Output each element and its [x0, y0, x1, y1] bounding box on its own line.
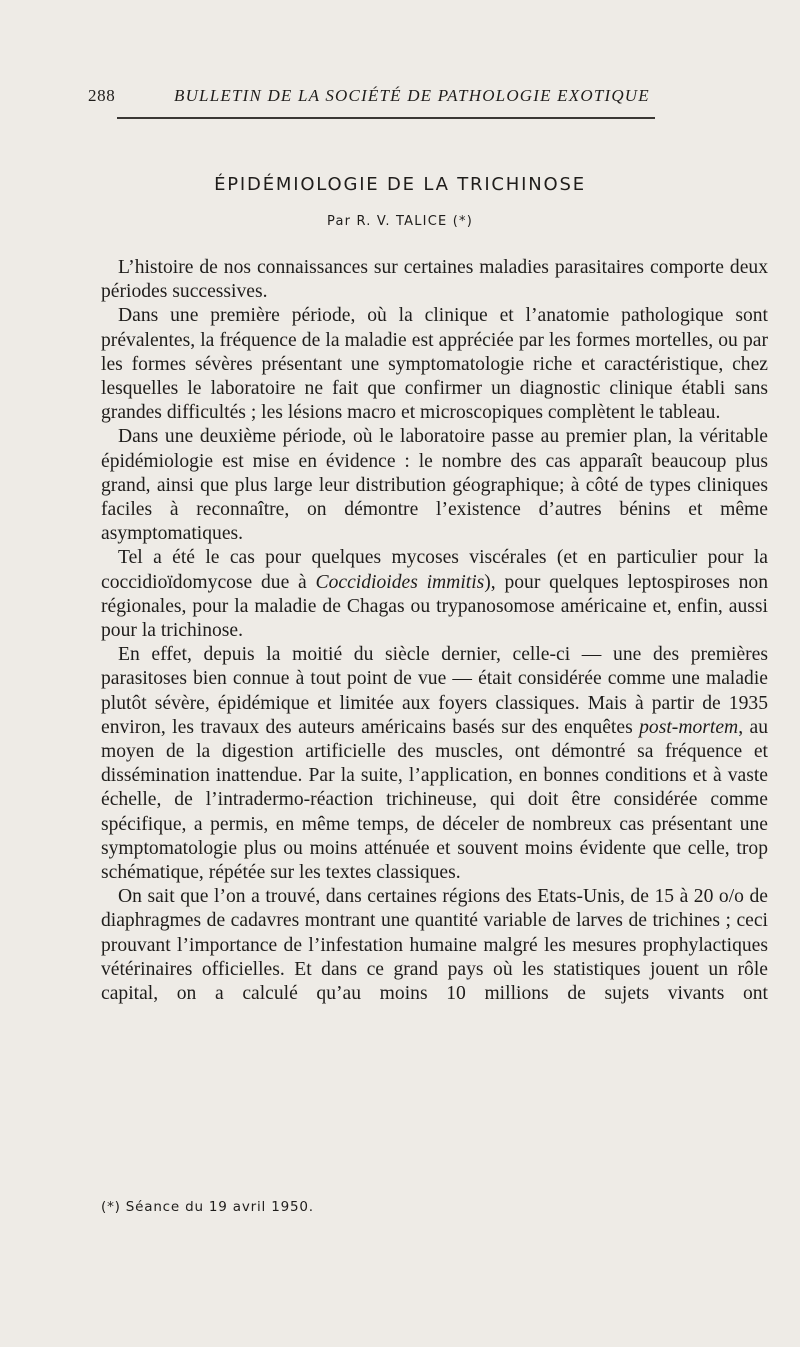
header-rule	[117, 117, 655, 119]
paragraph: Dans une deuxième période, où le laboratoire passe au premier plan, la véritable épidémiologie est mise en évidence : le nombre des cas apparaît beaucoup plus grand, ainsi que plus large leur distribution géographique; à côté de types cliniques faciles à reconnaître, on démontre l’existence d’autres bénins et même asymptomatiques.	[101, 426, 768, 545]
paragraph-text: ), pour quelques leptospiroses non régionales, pour la maladie de Chagas ou trypanosomose américaine et, enfin, aussi pour la trichinose.	[101, 571, 768, 642]
paragraph: On sait que l’on a trouvé, dans certaines régions des Etats-Unis, de 15 à 20 o/o de diaphragmes de cadavres montrant une quantité variable de larves de trichines ; ceci prouvant l’importance de l’infestation humaine malgré les mesures prophylactiques vétérinaires officielles. Et dans ce grand pays où les statistiques jouent un rôle capital, on a calculé qu’au moins 10 millions de sujets vivants ont	[101, 886, 768, 1005]
paragraph	[101, 643, 768, 885]
paragraph-text: Tel a été le cas pour quelques mycoses viscérales (et en particulier pour la coccidioïdomycose due à	[101, 547, 768, 593]
article-byline: Par R. V. TALICE (*)	[327, 214, 473, 229]
running-head: BULLETIN DE LA SOCIÉTÉ DE PATHOLOGIE EXOTIQUE	[174, 86, 650, 105]
paragraph: L’histoire de nos connaissances sur certaines maladies parasitaires comporte deux périodes successives.	[101, 257, 768, 303]
paragraph-text: En effet, depuis la moitié du siècle dernier, celle-ci — une des premières parasitoses bien connue à tout point de vue — était considérée comme une maladie plutôt sévère, épidémique et limitée aux foyers classiques. Mais à partir de 1935 environ, les travaux des auteurs américains basés sur des enquêtes	[101, 644, 768, 738]
paragraph: Dans une première période, où la clinique et l’anatomie pathologique sont prévalentes, la fréquence de la maladie est appréciée par les formes mortelles, ou par les formes sévères présentant une symptomatologie riche et caractéristique, chez lesquelles le laboratoire ne fait que confirmer un diagnostic clinique établi sans grandes difficultés ; les lésions macro et microscopiques complètent le tableau.	[101, 305, 768, 424]
paragraph	[101, 546, 768, 643]
footnote: (*) Séance du 19 avril 1950.	[101, 1199, 314, 1215]
page-number: 288	[88, 86, 116, 105]
paragraph-text: , au moyen de la digestion artificielle des muscles, ont démontré sa fréquence et dissémination inattendue. Par la suite, l’application, en bonnes conditions et à vaste échelle, de l’intradermo-réaction trichineuse, qui doit être considérée comme spécifique, a permis, en même temps, de déceler de nombreux cas présentant une symptomatologie plus ou moins atténuée et souvent moins évidente que celle, trop schématique, répétée sur les textes classiques.	[101, 716, 769, 884]
species-name: Coccidioides immitis	[315, 571, 485, 593]
article-body	[101, 256, 768, 1006]
latin-term: post-mortem	[639, 716, 739, 738]
page-header	[88, 86, 668, 110]
article-title: ÉPIDÉMIOLOGIE DE LA TRICHINOSE	[214, 174, 586, 195]
